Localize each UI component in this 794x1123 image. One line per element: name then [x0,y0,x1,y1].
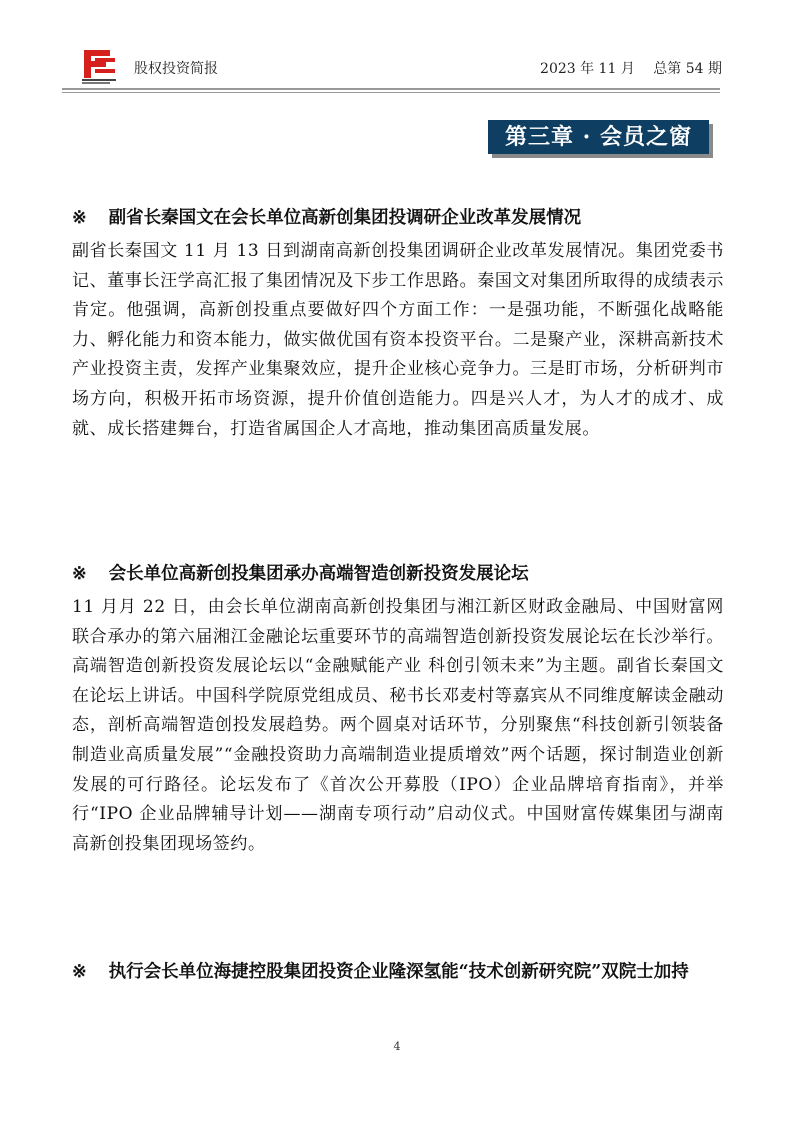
page-header [72,44,722,92]
article-title-text: 执行会长单位海捷控股集团投资企业隆深氢能“技术创新研究院”双院士加持 [108,962,689,982]
article-title [72,560,724,589]
article-body: 11 月月 22 日，由会长单位湖南高新创投集团与湘江新区财政金融局、中国财富网联合承办的第六届湘江金融论坛重要环节的高端智造创新投资发展论坛在长沙举行。高端智造创新投资发展论坛以“金融赋能产业 科创引领未来”为主题。副省长秦国文在论坛上讲话。中国科学院原党组成员、秘书长邓麦村等嘉宾从不同维度解读金融动态，剖析高端智造创投发展趋势。两个圆桌对话环节，分别聚焦“科技创新引领装备制造业高质量发展”“金融投资助力高端制造业提质增效”两个话题，探讨制造业创新发展的可行路径。论坛发布了《首次公开募股（IPO）企业品牌培育指南》，并举行“IPO 企业品牌辅导计划——湖南专项行动”启动仪式。中国财富传媒集团与湖南高新创投集团现场签约。 [72,597,724,854]
article [72,204,724,444]
header-rule-thin [62,92,720,93]
publication-name: 股权投资简报 [134,61,218,77]
reference-mark-icon: ※ [72,208,87,228]
header-rule [62,88,720,90]
article-body: 副省长秦国文 11 月 13 日到湖南高新创投集团调研企业改革发展情况。集团党委书记、董事长汪学高汇报了集团情况及下步工作思路。秦国文对集团所取得的成绩表示肯定。他强调，高新创投重点要做好四个方面工作：一是强功能，不断强化战略能力、孵化能力和资本能力，做实做优国有资本投资平台。二是聚产业，深耕高新技术产业投资主责，发挥产业集聚效应，提升企业核心竞争力。三是盯市场，分析研判市场方向，积极开拓市场资源，提升价值创造能力。四是兴人才，为人才的成才、成就、成长搭建舞台，打造省属国企人才高地，推动集团高质量发展。 [72,241,724,439]
issue-info [526,58,722,78]
association-logo-icon [80,48,120,86]
article [72,560,724,859]
issue-number: 总第 54 期 [653,61,722,77]
article [72,957,724,987]
article-title [72,204,724,233]
chapter-banner: 第三章 · 会员之窗 [488,120,709,154]
article-title-text: 会长单位高新创投集团承办高端智造创新投资发展论坛 [108,564,529,584]
reference-mark-icon: ※ [72,962,87,982]
article-title [72,957,724,987]
issue-date: 2023 年 11 月 [540,61,635,77]
page-number: 4 [393,1040,401,1053]
article-title-text: 副省长秦国文在会长单位高新创集团投调研企业改革发展情况 [108,208,582,228]
reference-mark-icon: ※ [72,564,87,584]
